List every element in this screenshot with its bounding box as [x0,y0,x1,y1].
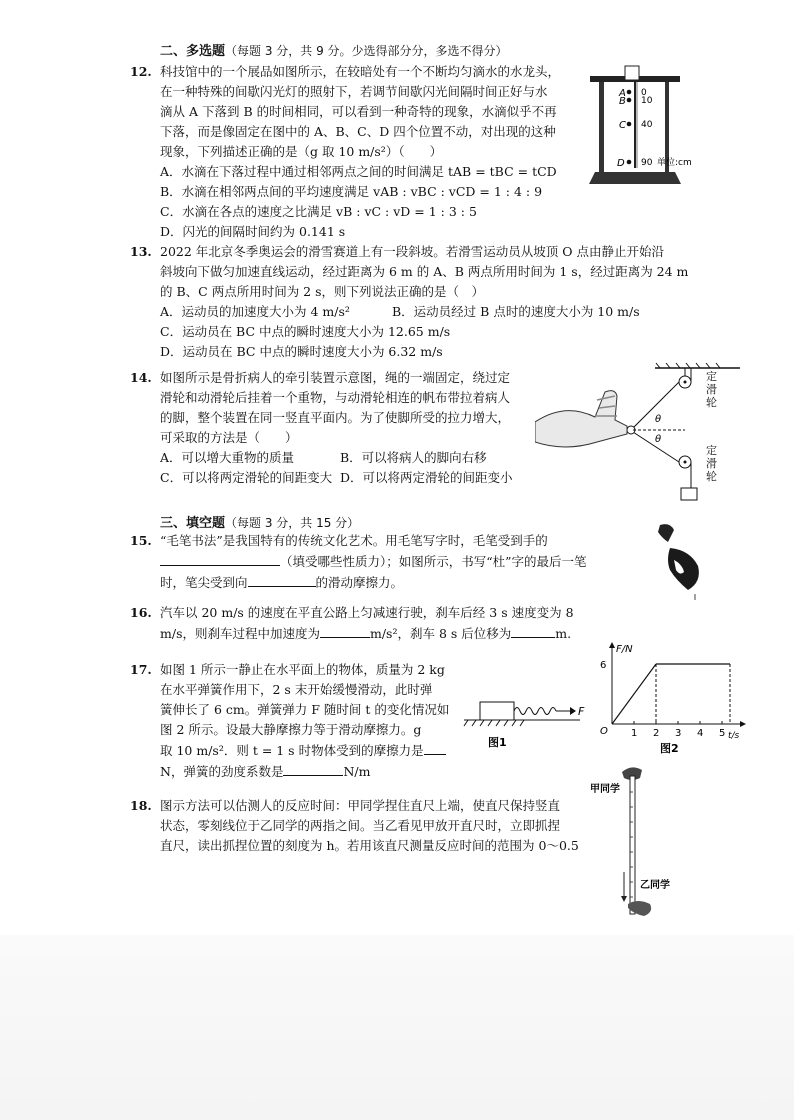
question-14-line: 如图所示是骨折病人的牵引装置示意图，绳的一端固定，绕过定 [160,370,511,385]
question-14-option-row [160,448,530,468]
answer-blank[interactable] [283,761,343,776]
answer-blank[interactable] [320,623,370,638]
drop-c [627,122,632,127]
question-17-text-segment: N/m [343,764,371,779]
label-a: A [619,88,626,99]
question-13-option-d: D．运动员在 BC 中点的瞬时速度大小为 6.32 m/s [160,344,443,359]
force-f-label: F [578,705,585,718]
scale-90: 90 [641,158,653,168]
reaction-ruler-figure [588,762,688,937]
section-3-heading [160,512,359,531]
question-17-line [160,740,460,761]
question-12-line: 在一种特殊的间歇闪光灯的照射下，若调节间歇闪光间隔时间正好与水 [160,84,548,99]
question-12-option-c: C．水滴在各点的速度之比满足 vB : vC : vD = 1 : 3 : 5 [160,204,477,219]
question-17-line: 簧伸长了 6 cm。弹簧弹力 F 随时间 t 的变化情况如 [160,702,450,717]
weight-block [681,488,697,500]
answer-blank[interactable] [424,740,446,755]
question-13-line: 斜坡向下做匀加速直线运动，经过距离为 6 m 的 A、B 两点所用时间为 1 s，经过距离为 24 m [160,264,689,279]
drop-d [627,160,632,165]
question-15-text-segment: 的滑动摩擦力。 [315,575,404,590]
force-ramp-line [612,664,656,724]
figure-1-caption: 图1 [488,736,507,749]
bottom-pulley-label: 定滑轮 [706,444,717,483]
answer-blank[interactable] [248,572,316,587]
question-13-option-b: B．运动员经过 B 点时的速度大小为 10 m/s [392,304,640,319]
label-c: C [619,120,626,131]
figure-2-caption: 图2 [660,742,679,755]
question-13-line: 2022 年北京冬季奥运会的滑雪赛道上有一段斜坡。若滑雪运动员从坡顶 O 点由静止开始沿 [160,244,664,259]
question-17-text [160,660,460,782]
question-13-option-c: C．运动员在 BC 中点的瞬时速度大小为 12.65 m/s [160,324,451,339]
section-2-note: （每题 3 分，共 9 分。少选得部分分，多选不得分） [225,44,508,58]
answer-blank[interactable] [511,623,555,638]
y-tick-6: 6 [600,660,607,671]
question-14-line: 的脚，整个装置在同一竖直平面内。为了使脚所受的拉力增大， [160,410,511,425]
question-16-line [160,623,580,644]
question-17-number: 17. [130,662,152,677]
question-12-line: 下落，而是像固定在图中的 A、B、C、D 四个位置不动，对出现的这种 [160,124,556,139]
section-2-title: 二、多选题 [160,44,226,59]
question-14-option-d: D．可以将两定滑轮的间距变小 [340,470,513,485]
top-pulley-label: 定滑轮 [706,370,717,409]
question-17-text-segment: 取 10 m/s²．则 t = 1 s 时物体受到的摩擦力是 [160,743,424,758]
label-d: D [617,158,625,169]
question-12-text [160,62,580,242]
y-axis-label: F/N [616,644,633,655]
question-12-option-b: B．水滴在相邻两点间的平均速度满足 vAB : vBC : vCD = 1 : 4 : 9 [160,184,543,199]
question-15-text-segment: 时，笔尖受到向 [160,575,248,590]
ruler [630,776,635,914]
question-14-option-a: A．可以增大重物的质量 [160,450,295,465]
label-b: B [619,96,626,107]
question-18-text [160,796,590,856]
question-16-number: 16. [130,605,152,620]
person-b-label: 乙同学 [640,880,670,891]
question-18-number: 18. [130,798,152,813]
angle-theta-top: θ [655,414,662,425]
question-13-line: 的 B、C 两点所用时间为 2 s，则下列说法正确的是（ ） [160,284,485,299]
scale-40: 40 [641,120,653,130]
scale-10: 10 [641,96,653,106]
unit-label: 单位:cm [657,158,692,168]
question-13-number: 13. [130,244,152,259]
question-15-line [160,551,590,572]
section-3-note: （每题 3 分，共 15 分） [225,516,360,530]
question-16-text-segment: m/s²，刹车 8 s 后位移为 [369,626,512,641]
question-16-line: 汽车以 20 m/s 的速度在平直公路上匀减速行驶，刹车后经 3 s 速度变为 8 [160,605,574,620]
dripping-faucet-figure [585,62,705,192]
question-17-text-segment: N，弹簧的劲度系数是 [160,764,284,779]
answer-blank[interactable] [160,551,280,566]
question-15-number: 15. [130,533,152,548]
question-15-line [160,572,590,593]
question-13-option-a: A．运动员的加速度大小为 4 m/s² [160,304,350,319]
question-18-line: 图示方法可以估测人的反应时间：甲同学捏住直尺上端，使直尺保持竖直 [160,798,561,813]
spring [514,708,556,715]
angle-theta-bottom: θ [655,434,662,445]
question-16-text [160,603,580,644]
question-16-text-segment: m/s，则刹车过程中加速度为 [160,626,320,641]
calligraphy-brush-image [640,520,710,600]
question-17-line: 图 2 所示。设最大静摩擦力等于滑动摩擦力。g [160,722,422,737]
x-tick-label: 4 [697,728,704,739]
question-12-option-a: A．水滴在下落过程中通过相邻两点之间的时间满足 tAB = tBC = tCD [160,164,557,179]
person-a-label: 甲同学 [590,784,620,795]
patient-leg [535,391,627,447]
question-14-option-b: B．可以将病人的脚向右移 [340,450,487,465]
question-14-line: 可采取的方法是（ ） [160,430,298,445]
question-12-line: 科技馆中的一个展品如图所示，在较暗处有一个不断均匀滴水的水龙头， [160,64,561,79]
x-tick-label: 3 [675,728,682,739]
question-14-line: 滑轮和动滑轮后挂着一个重物，与动滑轮相连的帆布带拉着病人 [160,390,511,405]
question-17-line: 在水平弹簧作用下，2 s 末开始缓慢滑动，此时弹 [160,682,433,697]
origin-label: O [600,726,608,737]
drop-b [627,98,632,103]
question-15-text [160,531,590,593]
question-15-text-segment: （填受哪些性质力）；如图所示，书写“杜”字的最后一笔 [280,554,587,569]
drop-a [627,90,632,95]
question-18-line: 状态，零刻线位于乙同学的两指之间。当乙看见甲放开直尺时，立即抓捏 [160,818,561,833]
question-14-option-c: C．可以将两定滑轮的间距变大 [160,470,333,485]
question-14-number: 14. [130,370,152,385]
section-2-heading [160,40,508,59]
question-12-number: 12. [130,64,152,79]
question-17-line: 如图 1 所示一静止在水平面上的物体，质量为 2 kg [160,662,445,677]
question-18-line: 直尺，读出抓捏位置的刻度为 h。若用该直尺测量反应时间的范围为 0～0.5 [160,838,579,853]
x-axis-label: t/s [728,731,740,741]
question-14-text [160,368,530,488]
question-12-line: 现象，下列描述正确的是（g 取 10 m/s²）（ ） [160,144,443,159]
question-16-text-segment: m. [555,626,572,641]
question-17-line [160,761,460,782]
block-spring-figure [462,690,592,750]
question-14-option-row [160,468,530,488]
question-15-line: “毛笔书法”是我国特有的传统文化艺术。用毛笔写字时，毛笔受到手的 [160,533,548,548]
scale-0: 0 [641,88,647,98]
question-12-line: 滴从 A 下落到 B 的时间相同，可以看到一种奇特的现象，水滴似乎不再 [160,104,557,119]
force-time-graph [594,640,746,755]
x-tick-label: 1 [631,728,638,739]
x-tick-label: 2 [653,728,660,739]
x-tick-label: 5 [719,728,726,739]
page-bottom-shadow [0,935,794,1120]
question-13-option-row [160,302,640,322]
section-3-title: 三、填空题 [160,516,226,531]
question-12-option-d: D．闪光的间隔时间约为 0.141 s [160,224,346,239]
question-13-text [160,242,689,362]
